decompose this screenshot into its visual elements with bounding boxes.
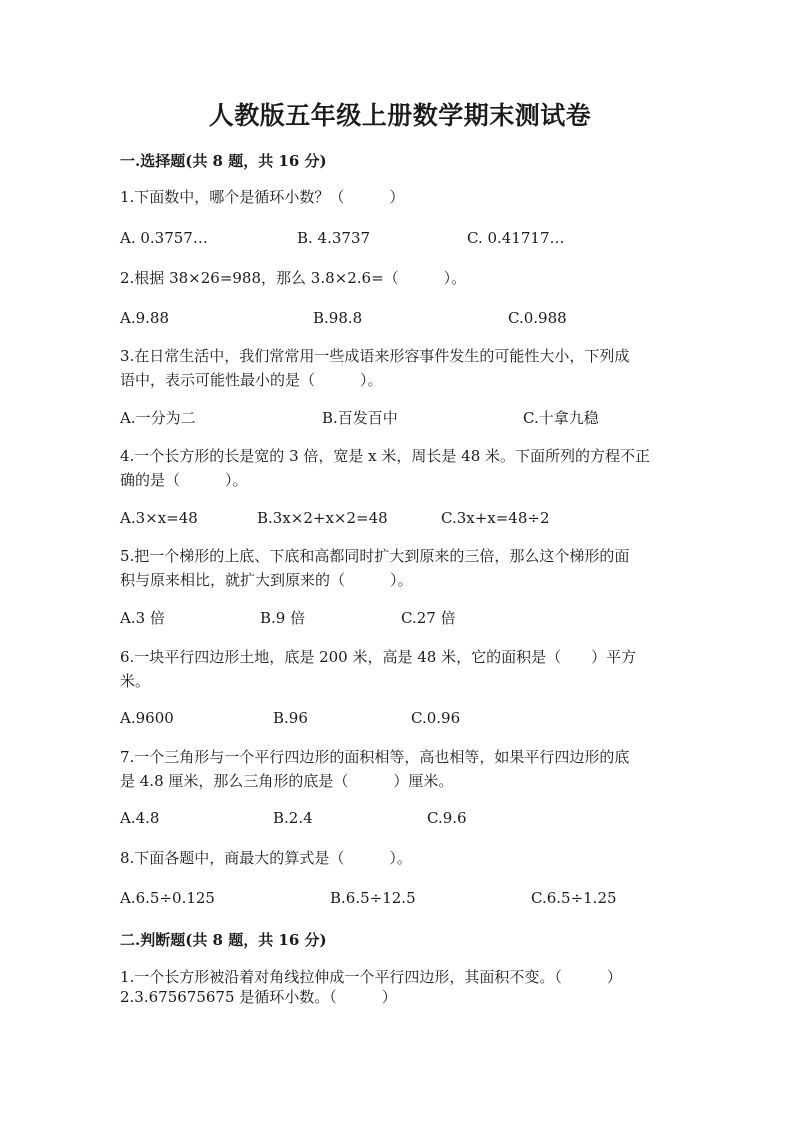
question-6-option-b: B.96 <box>273 709 308 727</box>
question-1 <box>120 185 680 209</box>
question-8-option-c: C.6.5÷1.25 <box>531 889 617 907</box>
question-6-line-2: 米。 <box>120 672 151 690</box>
question-3 <box>120 344 680 392</box>
question-5-line-2: 积与原来相比，就扩大到原来的（ ）。 <box>120 571 413 589</box>
question-5-option-a: A.3 倍 <box>120 609 165 627</box>
judgement-item-1: 1.一个长方形被沿着对角线拉伸成一个平行四边形，其面积不变。（ ） <box>120 968 622 986</box>
question-5 <box>120 544 680 592</box>
page-title: 人教版五年级上册数学期末测试卷 <box>208 101 592 130</box>
question-8-option-a: A.6.5÷0.125 <box>120 889 215 907</box>
question-2-option-c: C.0.988 <box>508 309 567 327</box>
question-1-option-b: B. 4.3737 <box>297 229 371 247</box>
question-2-line-1: 2.根据 38×26=988，那么 3.8×2.6=（ ）。 <box>120 269 467 287</box>
section-heading-choice: 一.选择题(共 8 题，共 16 分) <box>120 152 327 170</box>
question-3-line-1: 3.在日常生活中，我们常常用一些成语来形容事件发生的可能性大小，下列成 <box>120 347 630 365</box>
question-5-option-c: C.27 倍 <box>401 609 456 627</box>
question-3-option-c: C.十拿九稳 <box>523 409 599 427</box>
question-6-line-1: 6.一块平行四边形土地，底是 200 米，高是 48 米，它的面积是（ ）平方 <box>120 648 637 666</box>
question-4-line-1: 4.一个长方形的长是宽的 3 倍，宽是 x 米，周长是 48 米。下面所列的方程不正 <box>120 447 651 465</box>
question-4-option-b: B.3x×2+x×2=48 <box>257 509 388 527</box>
question-6 <box>120 645 680 693</box>
question-4 <box>120 444 680 492</box>
question-3-option-b: B.百发百中 <box>322 409 398 427</box>
question-7-line-1: 7.一个三角形与一个平行四边形的面积相等，高也相等，如果平行四边形的底 <box>120 748 630 766</box>
judgement-item-2: 2.3.675675675 是循环小数。（ ） <box>120 988 397 1006</box>
question-3-option-a: A.一分为二 <box>120 409 196 427</box>
question-2-option-a: A.9.88 <box>120 309 169 327</box>
question-8-line-1: 8.下面各题中，商最大的算式是（ ）。 <box>120 849 412 867</box>
question-8-option-b: B.6.5÷12.5 <box>330 889 416 907</box>
question-4-option-a: A.3×x=48 <box>120 509 198 527</box>
question-1-line-1: 1.下面数中，哪个是循环小数？（ ） <box>120 188 405 206</box>
question-7-option-c: C.9.6 <box>427 809 467 827</box>
question-5-line-1: 5.把一个梯形的上底、下底和高都同时扩大到原来的三倍，那么这个梯形的面 <box>120 547 630 565</box>
question-2-option-b: B.98.8 <box>313 309 363 327</box>
question-6-option-a: A.9600 <box>120 709 174 727</box>
question-7-line-2: 是 4.8 厘米，那么三角形的底是（ ）厘米。 <box>120 772 454 790</box>
question-4-line-2: 确的是（ ）。 <box>120 471 248 489</box>
question-6-option-c: C.0.96 <box>411 709 461 727</box>
section-heading-judgement: 二.判断题(共 8 题，共 16 分) <box>120 931 327 949</box>
question-1-option-c: C. 0.41717… <box>467 229 565 247</box>
question-7 <box>120 745 680 793</box>
question-5-option-b: B.9 倍 <box>260 609 306 627</box>
question-7-option-a: A.4.8 <box>120 809 160 827</box>
question-3-line-2: 语中，表示可能性最小的是（ ）。 <box>120 371 383 389</box>
question-4-option-c: C.3x+x=48÷2 <box>441 509 550 527</box>
question-1-option-a: A. 0.3757… <box>120 229 208 247</box>
question-8 <box>120 846 680 870</box>
question-7-option-b: B.2.4 <box>273 809 313 827</box>
question-2 <box>120 266 680 290</box>
